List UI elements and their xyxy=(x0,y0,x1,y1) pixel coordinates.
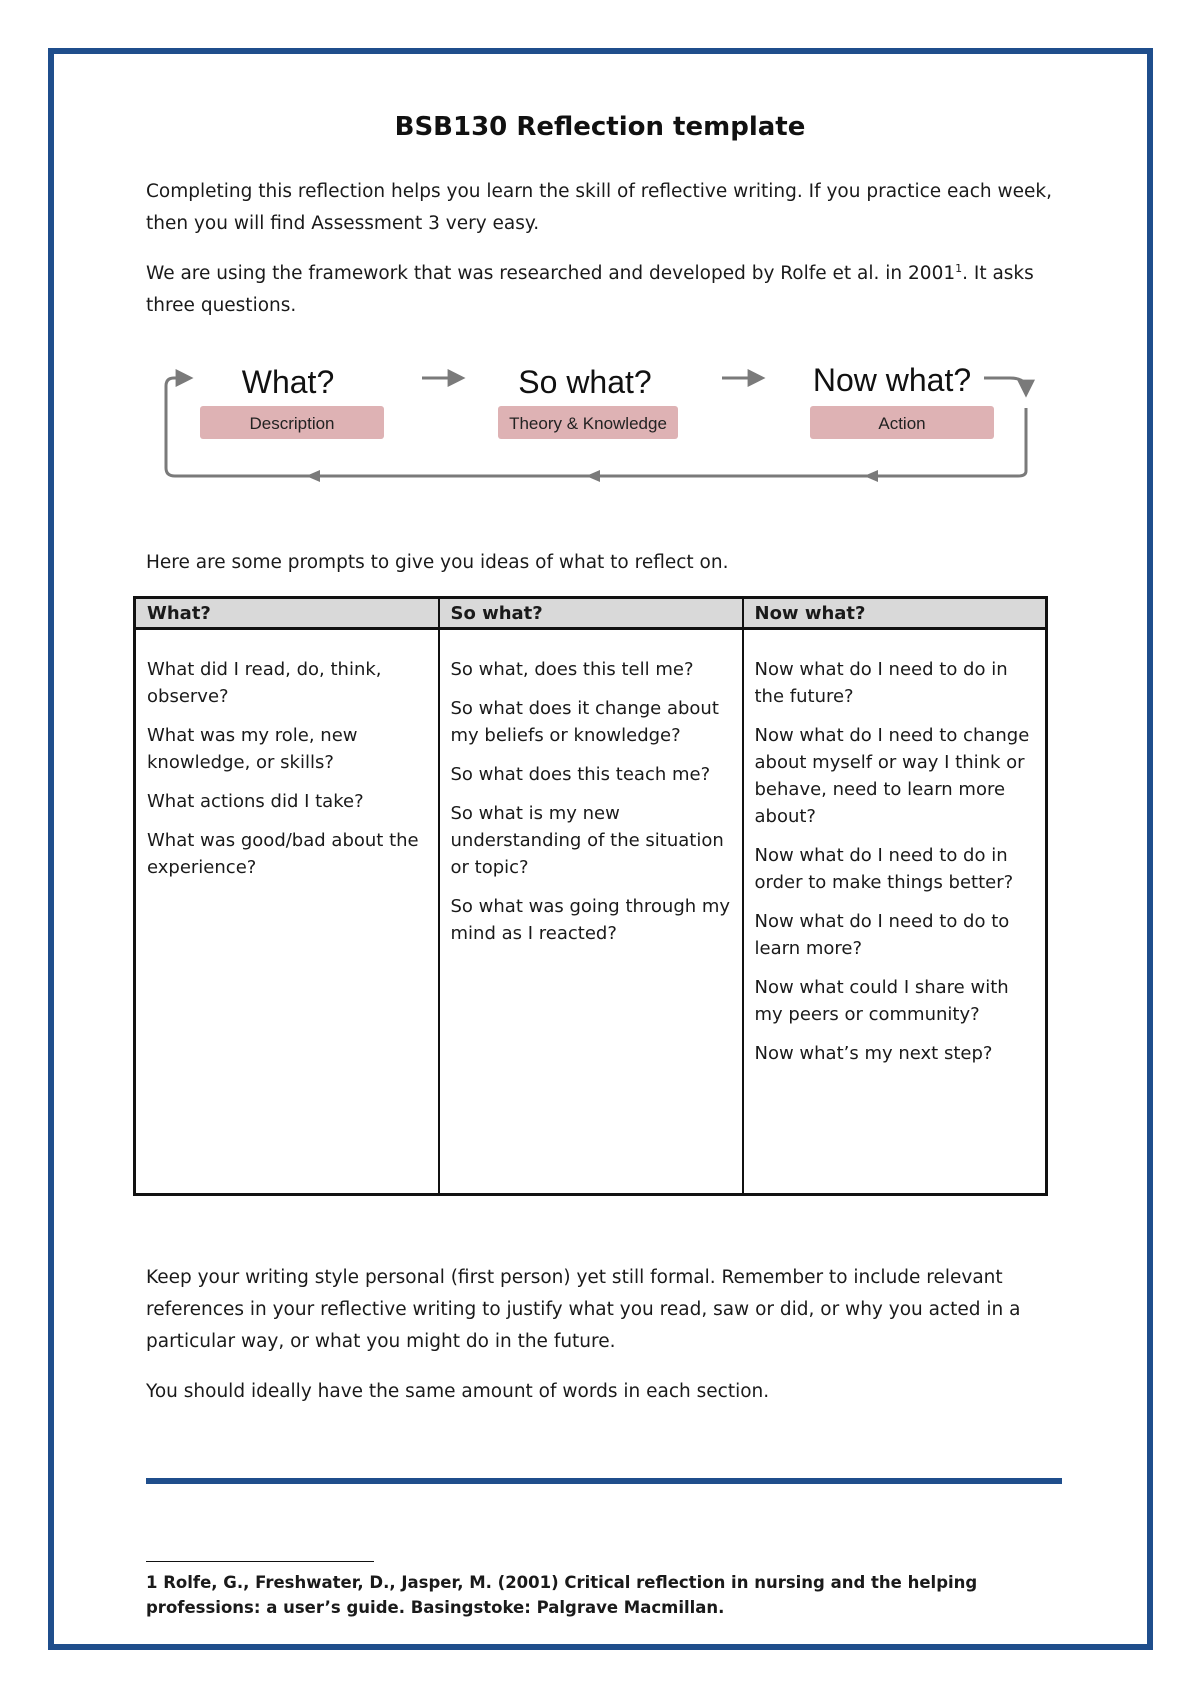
footnote: 1 Rolfe, G., Freshwater, D., Jasper, M. (2001) Critical reflection in nursing and the helping professions: a user’s guide. Basingstoke: Palgrave Macmillan. xyxy=(146,1573,978,1617)
prompt-item: So what was going through my mind as I reacted? xyxy=(450,896,731,944)
step-label-theory: Theory & Knowledge xyxy=(509,414,667,433)
closing-paragraph-2: You should ideally have the same amount of words in each section. xyxy=(146,1381,770,1402)
arrow-down-icon xyxy=(984,378,1026,394)
intro-paragraph-1: Completing this reflection helps you learn the skill of reflective writing. If you practice each week, then you will find Assessment 3 very easy. xyxy=(146,181,1053,234)
step-label-action: Action xyxy=(878,414,926,433)
prompt-item: So what, does this tell me? xyxy=(450,659,694,680)
arrow-left-icon xyxy=(586,470,600,482)
prompt-item: Now what do I need to change about myself or way I think or behave, need to learn more about? xyxy=(754,725,1030,827)
footnote-reference[interactable]: 1 xyxy=(955,261,963,275)
intro-paragraph-2 xyxy=(146,258,1066,322)
prompt-item: What was good/bad about the experience? xyxy=(147,830,419,878)
arrow-left-icon xyxy=(864,470,878,482)
prompt-item: Now what do I need to do to learn more? xyxy=(754,911,1010,959)
prompts-intro: Here are some prompts to give you ideas of what to reflect on. xyxy=(146,552,729,573)
column-now-what xyxy=(743,629,1047,1195)
prompt-item: What actions did I take? xyxy=(147,791,364,812)
prompt-item: Now what’s my next step? xyxy=(754,1043,993,1064)
closing-paragraph-1: Keep your writing style personal (first person) yet still formal. Remember to include relevant references in your reflective writing to justify what you read, saw or did, or why you acted in a particular way, or what you might do in the future. xyxy=(146,1267,1021,1352)
section-divider xyxy=(146,1478,1062,1484)
prompt-item: What did I read, do, think, observe? xyxy=(147,659,382,707)
column-header-what: What? xyxy=(135,598,439,629)
prompt-item: Now what do I need to do in the future? xyxy=(754,659,1008,707)
prompt-item: What was my role, new knowledge, or skills? xyxy=(147,725,358,773)
reflection-cycle-diagram xyxy=(160,356,1040,486)
column-so-what xyxy=(439,629,743,1195)
footnote-rule xyxy=(146,1561,374,1562)
arrow-left-icon xyxy=(306,470,320,482)
table-header-row xyxy=(135,598,1047,629)
column-header-now-what: Now what? xyxy=(743,598,1047,629)
prompts-table xyxy=(133,596,1048,1196)
step-heading-so-what: So what? xyxy=(518,364,652,400)
step-label-description: Description xyxy=(249,414,335,433)
prompt-item: Now what do I need to do in order to make things better? xyxy=(754,845,1014,893)
step-heading-what: What? xyxy=(241,364,335,400)
step-heading-now-what: Now what? xyxy=(812,362,972,398)
intro-text-end: . It asks three questions. xyxy=(146,263,1034,316)
prompt-item: So what is my new understanding of the situation or topic? xyxy=(450,803,724,878)
page-title: BSB130 Reflection template xyxy=(394,112,806,142)
intro-text: We are using the framework that was researched and developed by Rolfe et al. in 2001 xyxy=(146,263,956,284)
prompt-item: So what does this teach me? xyxy=(450,764,711,785)
column-header-so-what: So what? xyxy=(439,598,743,629)
prompt-item: So what does it change about my beliefs or knowledge? xyxy=(450,698,719,746)
table-row xyxy=(135,629,1047,1195)
prompt-item: Now what could I share with my peers or community? xyxy=(754,977,1009,1025)
column-what xyxy=(135,629,439,1195)
